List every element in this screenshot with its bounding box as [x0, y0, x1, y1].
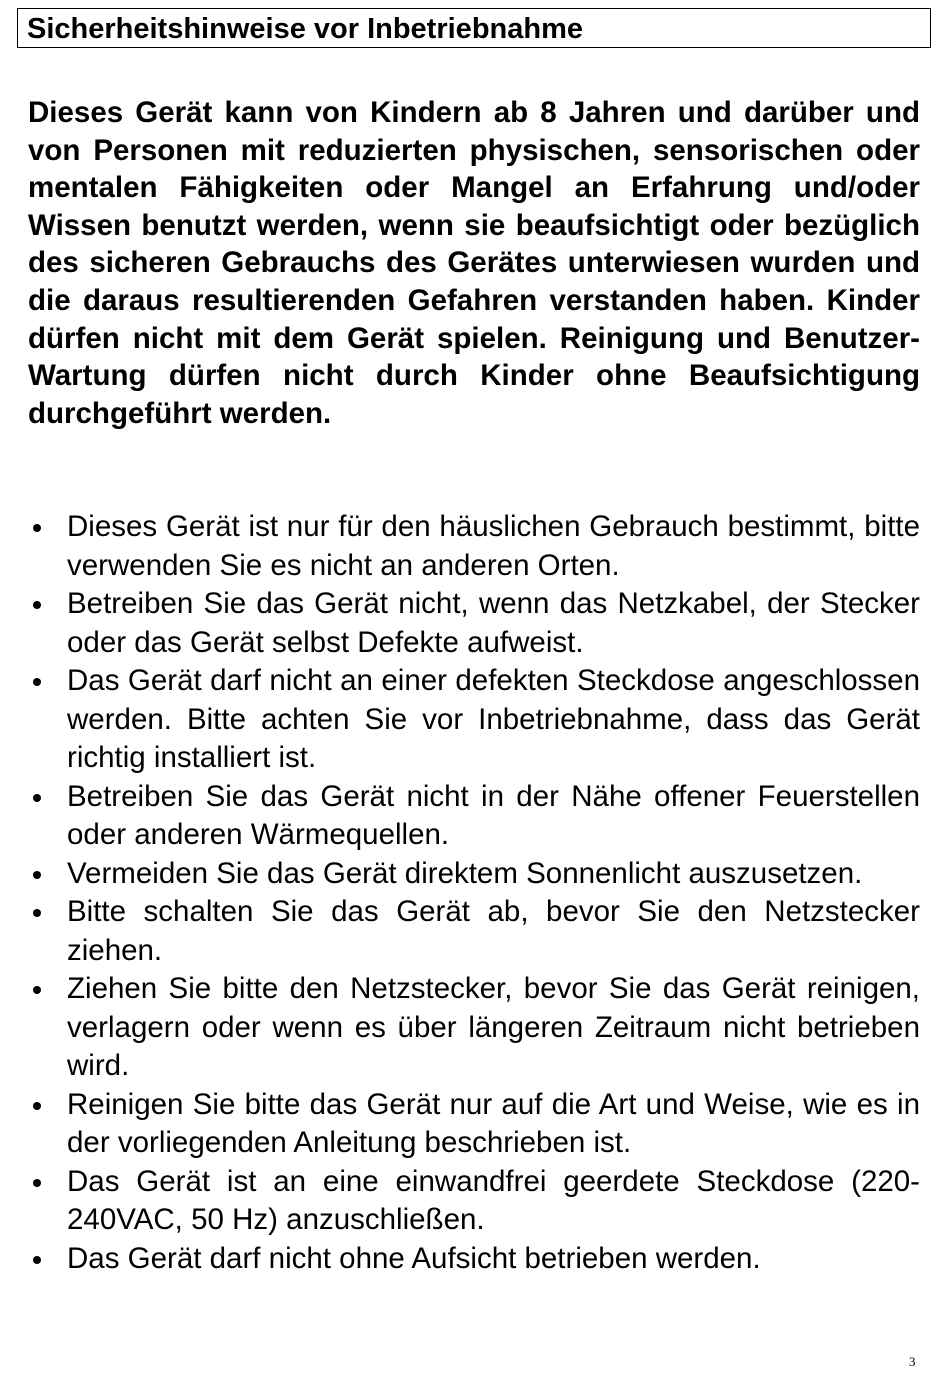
list-item: [28, 508, 920, 585]
list-item: [28, 893, 920, 970]
list-item-text: Betreiben Sie das Gerät nicht in der Nähe offener Feuerstellen oder anderen Wärmequellen.: [67, 779, 920, 851]
bullet-icon: [33, 1102, 41, 1110]
bullet-icon: [33, 524, 41, 532]
list-item-text: Bitte schalten Sie das Gerät ab, bevor Sie den Netzstecker ziehen.: [67, 895, 920, 967]
list-item-text: Betreiben Sie das Gerät nicht, wenn das Netzkabel, der Stecker oder das Gerät selbst Defekte aufweist.: [67, 587, 920, 659]
list-item-text: Das Gerät darf nicht ohne Aufsicht betrieben werden.: [67, 1241, 761, 1275]
list-item: [28, 1240, 920, 1279]
bullet-icon: [33, 909, 41, 917]
bullet-icon: [33, 1179, 41, 1187]
bullet-icon: [33, 794, 41, 802]
list-item: [28, 970, 920, 1086]
list-item-text: Reinigen Sie bitte das Gerät nur auf die Art und Weise, wie es in der vorliegenden Anleitung beschrieben ist.: [67, 1087, 920, 1159]
page-number: 3: [909, 1354, 916, 1369]
list-item: [28, 778, 920, 855]
list-item: [28, 585, 920, 662]
list-item-text: Ziehen Sie bitte den Netzstecker, bevor Sie das Gerät reinigen, verlagern oder wenn es über längeren Zeitraum nicht betrieben wird.: [67, 972, 920, 1082]
bullet-icon: [33, 678, 41, 686]
list-item: [28, 1163, 920, 1240]
intro-paragraph: Dieses Gerät kann von Kindern ab 8 Jahren und darüber und von Personen mit reduzierten physischen, sensorischen oder mentalen Fähigkeiten oder Mangel an Erfahrung und/oder Wissen benutzt werden, wenn sie beaufsichtigt oder bezüglich des sicheren Gebrauchs des Gerätes unterwiesen wurden und die daraus resultierenden Gefahren verstanden haben. Kinder dürfen nicht mit dem Gerät spielen. Reinigung und Benutzer-Wartung dürfen nicht durch Kinder ohne Beaufsichtigung durchgeführt werden.: [28, 96, 920, 430]
list-item: [28, 855, 920, 894]
bullet-icon: [33, 986, 41, 994]
list-item-text: Das Gerät ist an eine einwandfrei geerdete Steckdose (220-240VAC, 50 Hz) anzuschließen.: [67, 1164, 920, 1236]
list-item-text: Vermeiden Sie das Gerät direktem Sonnenlicht auszusetzen.: [67, 856, 863, 890]
bullet-icon: [33, 871, 41, 879]
list-item-text: Das Gerät darf nicht an einer defekten Steckdose angeschlossen werden. Bitte achten Sie vor Inbetriebnahme, dass das Gerät richtig installiert ist.: [67, 664, 920, 774]
bullet-icon: [33, 601, 41, 609]
section-heading-box: [17, 8, 931, 48]
list-item: [28, 662, 920, 778]
section-heading: Sicherheitshinweise vor Inbetriebnahme: [27, 13, 583, 45]
list-item-text: Dieses Gerät ist nur für den häuslichen Gebrauch bestimmt, bitte verwenden Sie es nicht an anderen Orten.: [67, 510, 920, 582]
list-item: [28, 1086, 920, 1163]
bullet-icon: [33, 1256, 41, 1264]
safety-bullet-list: [28, 508, 920, 1278]
